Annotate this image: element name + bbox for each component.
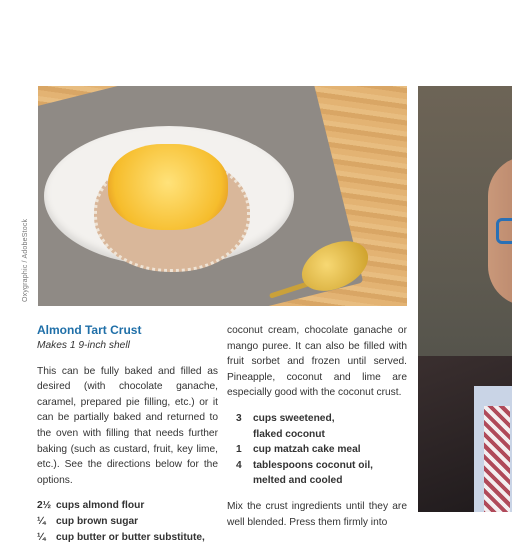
ingredient-amount: ¼ [37, 531, 46, 543]
photo-credit: Oxygraphic / AdobeStock [22, 218, 29, 302]
ingredient-item: cup brown sugar [56, 515, 139, 527]
ingredient-item-line: cups sweetened, [253, 412, 335, 424]
ingredient-item [253, 458, 407, 489]
plate [44, 126, 294, 266]
recipe-title: Almond Tart Crust [37, 323, 142, 337]
method-text: Mix the crust ingredients until they are well blended. Press them firmly into [227, 500, 407, 528]
recipe-yield: Makes 1 9-inch shell [37, 340, 130, 351]
ingredient-item: cup matzah cake meal [253, 444, 361, 456]
ingredient-item [253, 411, 407, 442]
column-right [227, 323, 407, 530]
ingredient-amount: 3 [236, 412, 242, 424]
ingredient-amount: 4 [236, 459, 242, 471]
col2-intro: coconut cream, chocolate ganache or mango puree. It can also be filled with fruit sorbet and frozen until served. Pineapple, coconut and lime are especially good with the coconut crust. [227, 325, 407, 399]
author-portrait [418, 86, 512, 512]
ingredient-item: cups almond flour [56, 500, 145, 512]
recipe-intro: This can be fully baked and filled as desired (with chocolate ganache, caramel, prepared pie filling, etc.) or it can be partially baked and returned to the oven with filling that needs further baking (such as custard, fruit, key lime, etc.). See the directions below for the options. [37, 365, 218, 486]
tie [484, 406, 510, 512]
pineapple-filling [108, 144, 228, 230]
ingredient-amount: 1 [236, 444, 242, 456]
glasses [496, 218, 512, 244]
ingredient-item: cup butter or butter substitute, [56, 531, 205, 543]
ingredient-item-line: tablespoons coconut oil, [253, 459, 373, 471]
ingredient-amount: ¼ [37, 515, 46, 527]
ingredient-list [37, 498, 218, 545]
ingredient-item-line: flaked coconut [253, 428, 325, 440]
ingredient-list-coconut [236, 411, 407, 489]
tart-photo [38, 86, 407, 306]
ingredient-amount: 2½ [37, 500, 52, 512]
ingredient-item-line: melted and cooled [253, 475, 343, 487]
